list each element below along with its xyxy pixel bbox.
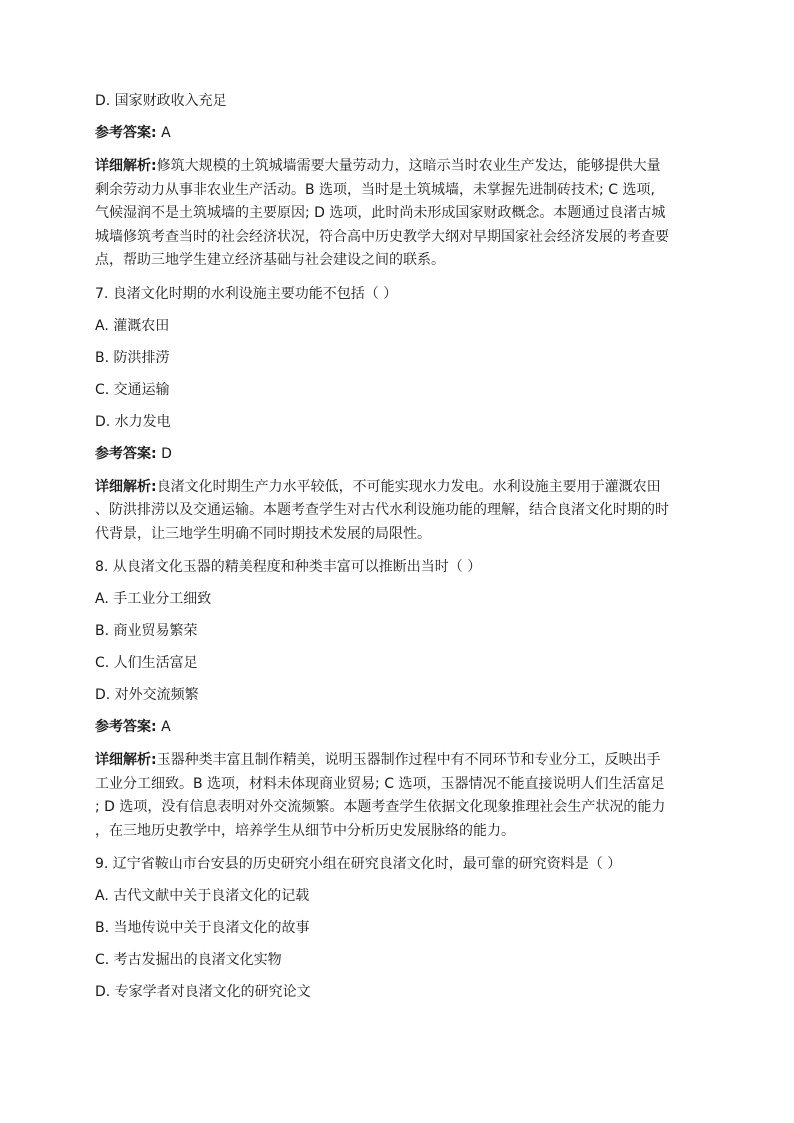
q7-analysis-line: 良渚文化时期生产力水平较低，不可能实现水力发电。水利设施主要用于灌溉农田	[156, 478, 661, 495]
q8-answer-value: A	[161, 719, 171, 735]
q7-option-d: D. 水力发电	[95, 413, 171, 430]
q6-analysis-line: 剩余劳动力从事非农业生产活动。B 选项，当时是土筑城墙，未掌握先进制砖技术; C 选项,	[95, 181, 655, 198]
q9-option-b: B. 当地传说中关于良渚文化的故事	[95, 920, 310, 936]
q7-answer	[95, 444, 705, 464]
q6-answer	[95, 123, 705, 143]
q8-answer	[95, 717, 705, 737]
q7-analysis	[95, 476, 705, 547]
q8-question: 8. 从良渚文化玉器的精美程度和种类丰富可以推断出当时（ ）	[95, 559, 482, 575]
q8-analysis-label: 详细解析:	[95, 752, 157, 768]
q8-analysis-line: ; D 选项，没有信息表明对外交流频繁。本题考查学生依据文化现象推理社会生产状况的能力	[95, 799, 666, 815]
q8-option-d: D. 对外交流频繁	[95, 687, 199, 703]
q8-analysis-line: ，在三地历史教学中，培养学生从细节中分析历史发展脉络的能力。	[95, 822, 515, 839]
q7-answer-label: 参考答案:	[95, 445, 157, 462]
q7-option-b: B. 防洪排涝	[95, 349, 170, 366]
q7-answer-value: D	[161, 445, 172, 462]
q8-option-a: A. 手工业分工细致	[95, 591, 212, 607]
q8-analysis	[95, 749, 705, 843]
q7-analysis-label: 详细解析:	[95, 478, 157, 495]
q7-question: 7. 良渚文化时期的水利设施主要功能不包括（ ）	[95, 285, 398, 302]
q8-analysis-line: 工业分工细致。B 选项，材料未体现商业贸易; C 选项，玉器情况不能直接说明人们生活富足	[95, 775, 665, 792]
document-page	[95, 91, 705, 1002]
q7-analysis-line: 代背景，让三地学生明确不同时期技术发展的局限性。	[95, 525, 431, 542]
q9-option-c: C. 考古发掘出的良渚文化实物	[95, 952, 282, 968]
q6-analysis-line: 点，帮助三地学生建立经济基础与社会建设之间的联系。	[95, 252, 445, 268]
q6-analysis-line: 修筑大规模的土筑城墙需要大量劳动力，这暗示当时农业生产发达，能够提供大量	[156, 158, 661, 174]
q6-analysis-line: 城墙修筑考查当时的社会经济状况，符合高中历史教学大纲对早期国家社会经济发展的考查要	[95, 228, 669, 245]
q7-analysis-line: 、防洪排涝以及交通运输。本题考查学生对古代水利设施功能的理解，结合良渚文化时期的时	[95, 502, 669, 518]
q6-answer-value: A	[161, 125, 171, 141]
q9-option-d: D. 专家学者对良渚文化的研究论文	[95, 984, 311, 1000]
q7-option-c: C. 交通运输	[95, 381, 170, 398]
q8-option-b: B. 商业贸易繁荣	[95, 623, 198, 639]
q8-answer-label: 参考答案:	[95, 719, 157, 735]
q8-analysis-line: 玉器种类丰富且制作精美，说明玉器制作过程中有不同环节和专业分工，反映出手	[156, 752, 661, 768]
q6-analysis-line: 气候湿润不是土筑城墙的主要原因; D 选项，此时尚未形成国家财政概念。本题通过良渚古城	[95, 205, 666, 221]
q6-analysis	[95, 155, 705, 273]
q9-option-a: A. 古代文献中关于良渚文化的记载	[95, 888, 310, 904]
q9-question: 9. 辽宁省鞍山市台安县的历史研究小组在研究良渚文化时，最可靠的研究资料是（ ）	[95, 856, 622, 872]
q6-analysis-label: 详细解析:	[95, 158, 157, 174]
q6-answer-label: 参考答案:	[95, 125, 157, 141]
q7-option-a: A. 灌溉农田	[95, 317, 170, 334]
q8-option-c: C. 人们生活富足	[95, 655, 198, 671]
q6-option-d: D. 国家财政收入充足	[95, 93, 227, 109]
